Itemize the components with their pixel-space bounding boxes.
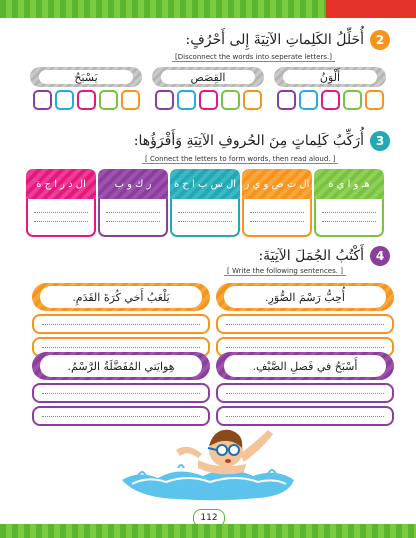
letter-box[interactable] xyxy=(199,90,218,110)
word-label: يَسْبَحُ xyxy=(39,70,133,84)
answer-field[interactable] xyxy=(242,199,312,237)
question-subtitle: [ Connect the letters to form words, then read aloud. ] xyxy=(142,155,338,164)
letter-box[interactable] xyxy=(299,90,318,110)
letter-box[interactable] xyxy=(77,90,96,110)
letter-box[interactable] xyxy=(277,90,296,110)
letter-group: ال س ب ا ح ة xyxy=(170,169,240,199)
question-title: أَكْتُبُ الجُمَلَ الآتِيَةَ: xyxy=(258,248,364,264)
letter-card-3 xyxy=(170,169,240,237)
letter-card-1 xyxy=(26,169,96,237)
letter-box[interactable] xyxy=(243,90,262,110)
letter-box[interactable] xyxy=(343,90,362,110)
question-number: 3 xyxy=(370,131,390,151)
letter-card-2 xyxy=(98,169,168,237)
answer-field[interactable] xyxy=(314,199,384,237)
question-3-header xyxy=(134,131,390,151)
page-number: 112 xyxy=(193,509,225,527)
answer-field[interactable] xyxy=(98,199,168,237)
letter-box[interactable] xyxy=(33,90,52,110)
question-subtitle: [ Write the following sentences. ] xyxy=(224,267,346,276)
letter-group: ر ك و ب xyxy=(98,169,168,199)
letter-card-4 xyxy=(242,169,312,237)
answer-field[interactable] xyxy=(216,383,394,403)
answer-field[interactable] xyxy=(170,199,240,237)
bottom-border xyxy=(0,524,416,538)
sentence-text: أُحِبُّ رَسْمَ الصُّوَرِ. xyxy=(224,286,386,308)
sentence-card-3 xyxy=(32,352,210,426)
letter-box[interactable] xyxy=(121,90,140,110)
question-title: أُحَلِّلُ الكَلِماتِ الآتِيَةَ إِلى أَحْرُفٍ: xyxy=(185,32,364,48)
letter-box[interactable] xyxy=(55,90,74,110)
letter-box[interactable] xyxy=(321,90,340,110)
answer-field[interactable] xyxy=(216,314,394,334)
question-subtitle: [Disconnect the words into seperate letters.] xyxy=(172,53,335,62)
top-border xyxy=(0,0,416,18)
letter-box[interactable] xyxy=(177,90,196,110)
letter-box[interactable] xyxy=(221,90,240,110)
question-number: 4 xyxy=(370,246,390,266)
answer-field[interactable] xyxy=(26,199,96,237)
sentence-card-2 xyxy=(216,283,394,357)
letter-box[interactable] xyxy=(99,90,118,110)
letter-box[interactable] xyxy=(155,90,174,110)
answer-field[interactable] xyxy=(32,383,210,403)
question-number: 2 xyxy=(370,30,390,50)
sentence-text: يَلْعَبُ أَخي كُرَةَ القَدَمِ. xyxy=(40,286,202,308)
question-2-header xyxy=(186,30,390,50)
word-label: أَلْوَنُ xyxy=(283,70,377,84)
letter-group: هـ و ا ي ة xyxy=(314,169,384,199)
sentence-text: هِوايَتي المُفَضَّلَةُ الرَّسْمُ. xyxy=(40,355,202,377)
swimmer-illustration xyxy=(118,420,298,502)
sentence-card-4 xyxy=(216,352,394,426)
word-card-3 xyxy=(274,67,386,110)
sentence-card-1 xyxy=(32,283,210,357)
letter-box[interactable] xyxy=(365,90,384,110)
word-card-2 xyxy=(152,67,264,110)
sentence-text: أَسْبَحُ في فَصلِ الصَّيْفِ. xyxy=(224,355,386,377)
answer-field[interactable] xyxy=(32,314,210,334)
letter-group: ال د ر ا ج ة xyxy=(26,169,96,199)
question-4-header xyxy=(258,246,390,266)
word-label: القِصَص xyxy=(161,70,255,84)
question-title: أُرَكِّبُ كَلِماتٍ مِنَ الحُروفِ الآتِيَةِ وَأَقْرَؤُها: xyxy=(133,133,364,149)
letter-group: ال ت ص و ي ر xyxy=(242,169,312,199)
letter-card-5 xyxy=(314,169,384,237)
word-card-1 xyxy=(30,67,142,110)
